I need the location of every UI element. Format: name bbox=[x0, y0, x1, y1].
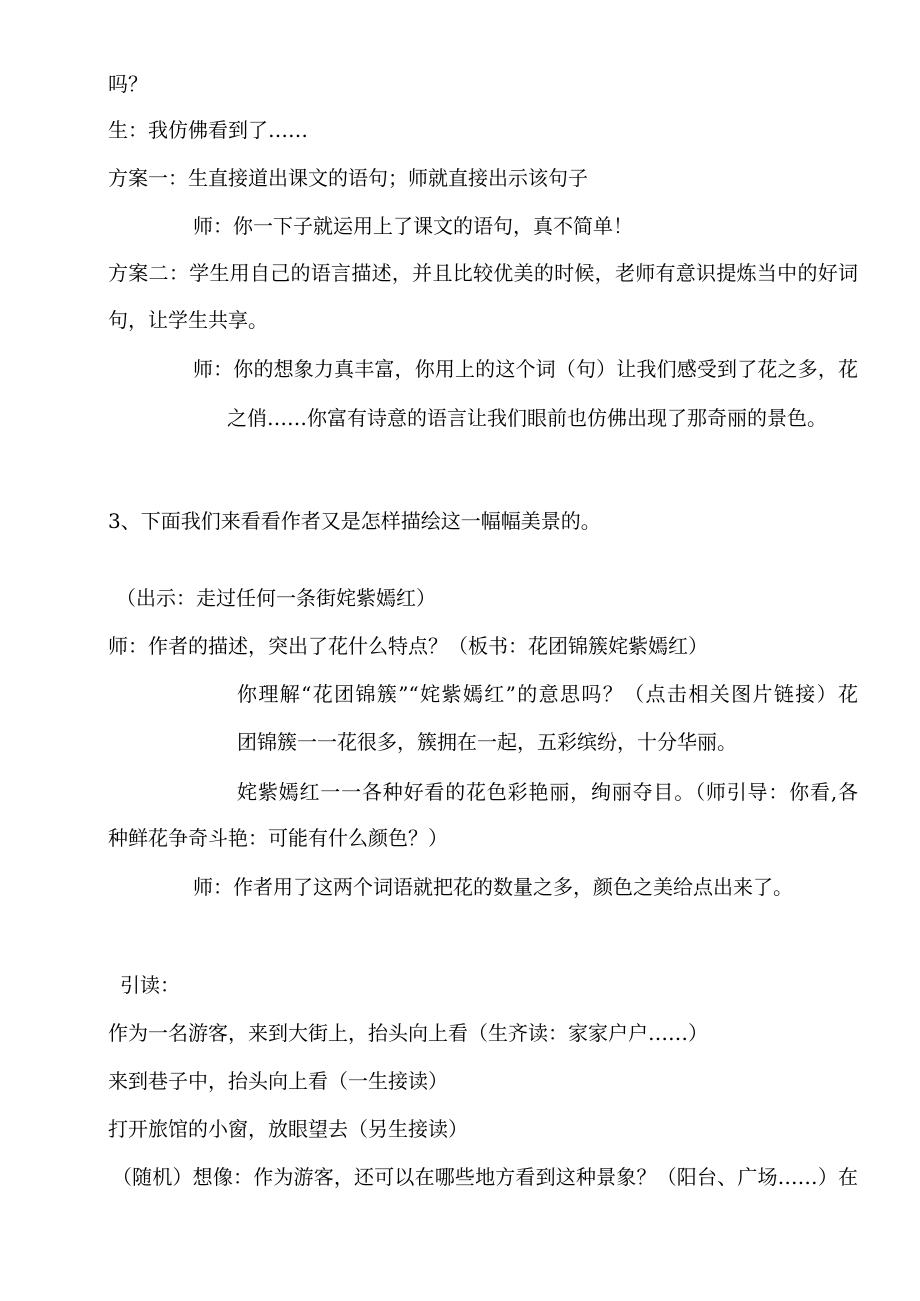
paragraph-line: （随机）想像：作为游客，还可以在哪些地方看到这种景象？（阳台、广场……）在 bbox=[112, 1165, 858, 1189]
paragraph-line: 引读： bbox=[120, 973, 180, 997]
paragraph-line: 师：你一下子就运用上了课文的语句，真不简单！ bbox=[193, 214, 633, 238]
paragraph-line: 师：作者用了这两个词语就把花的数量之多，颜色之美给点出来了。 bbox=[193, 875, 793, 899]
paragraph-line: 吗？ bbox=[108, 72, 148, 96]
paragraph-line: 句，让学生共享。 bbox=[108, 308, 268, 332]
paragraph-line: 种鲜花争奇斗艳：可能有什么颜色？） bbox=[108, 826, 448, 850]
paragraph-line: 生：我仿佛看到了…… bbox=[108, 118, 308, 142]
paragraph-line: 打开旅馆的小窗，放眼望去（另生接读） bbox=[108, 1117, 468, 1141]
paragraph-line: 你理解“花团锦簇”“姹紫嫣红”的意思吗？（点击相关图片链接）花 bbox=[237, 682, 858, 706]
paragraph-line: 团锦簇一一花很多，簇拥在一起，五彩缤纷，十分华丽。 bbox=[237, 730, 737, 754]
paragraph-line: 来到巷子中，抬头向上看（一生接读） bbox=[108, 1069, 448, 1093]
paragraph-line: （出示：走过任何一条街姹紫嫣红） bbox=[116, 586, 436, 610]
paragraph-line: 姹紫嫣红一一各种好看的花色彩艳丽，绚丽夺目。（师引导：你看,各 bbox=[237, 780, 858, 804]
paragraph-line: 作为一名游客，来到大街上，抬头向上看（生齐读：家家户户……） bbox=[108, 1021, 708, 1045]
paragraph-line: 方案一：生直接道出课文的语句；师就直接出示该句子 bbox=[108, 166, 588, 190]
paragraph-line: 师：作者的描述，突出了花什么特点？（板书：花团锦簇姹紫嫣红） bbox=[108, 634, 708, 658]
section-heading: 3、下面我们来看看作者又是怎样描绘这一幅幅美景的。 bbox=[108, 509, 601, 533]
paragraph-line: 师：你的想象力真丰富，你用上的这个词（句）让我们感受到了花之多，花 bbox=[193, 357, 858, 381]
paragraph-line: 之俏……你富有诗意的语言让我们眼前也仿佛出现了那奇丽的景色。 bbox=[227, 406, 827, 430]
paragraph-line: 方案二：学生用自己的语言描述，并且比较优美的时候，老师有意识提炼当中的好词 bbox=[108, 261, 858, 285]
